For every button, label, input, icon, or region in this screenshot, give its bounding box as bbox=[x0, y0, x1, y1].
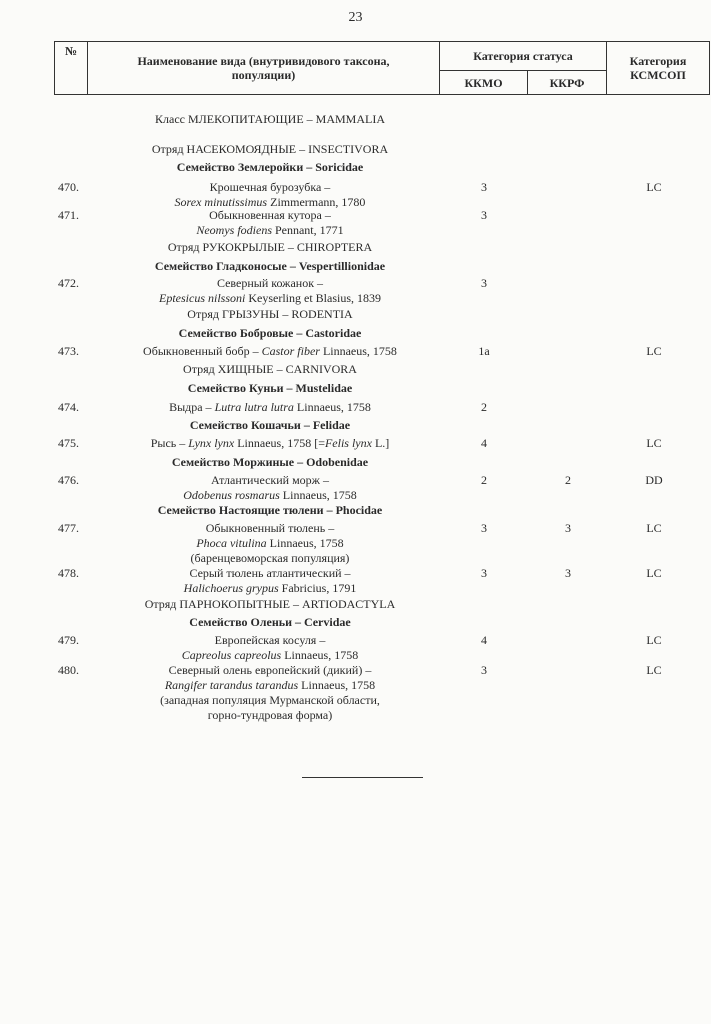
header-number: № bbox=[54, 41, 88, 95]
name-text: Linnaeus, 1758 [= bbox=[234, 436, 325, 450]
family-heading-text: Семейство Бобровые – Castoridae bbox=[178, 326, 362, 340]
species-name-line bbox=[105, 663, 435, 678]
name-text: Серый тюлень атлантический – bbox=[189, 566, 351, 580]
family-heading-text: Семейство Оленьи – Cervidae bbox=[189, 615, 351, 629]
species-name-line bbox=[105, 180, 435, 195]
kkrf-category: 3 bbox=[565, 521, 571, 535]
name-text: Linnaeus, 1758 bbox=[279, 488, 357, 502]
latin-name: Eptesicus nilssoni bbox=[159, 291, 246, 305]
species-number: 479. bbox=[58, 633, 79, 647]
kkmo-category: 3 bbox=[481, 521, 487, 535]
species-name-line bbox=[105, 276, 435, 291]
latin-name: Odobenus rosmarus bbox=[183, 488, 280, 502]
latin-name: Rangifer tarandus tarandus bbox=[164, 678, 299, 692]
species-number: 473. bbox=[58, 344, 79, 358]
species-number: 477. bbox=[58, 521, 79, 535]
species-name bbox=[105, 208, 435, 238]
species-number: 471. bbox=[58, 208, 79, 222]
latin-name: Castor fiber bbox=[261, 344, 320, 358]
latin-name: Sorex minutissimus bbox=[174, 195, 268, 209]
species-name-line bbox=[105, 551, 435, 566]
header-species-name: Наименование вида (внутривидового таксона, популяции) bbox=[87, 41, 440, 95]
name-text: Fabricius, 1791 bbox=[278, 581, 357, 595]
footer-rule bbox=[302, 777, 423, 778]
name-text: Linnaeus, 1758 bbox=[319, 344, 397, 358]
species-name-line bbox=[105, 708, 435, 723]
name-text: Pennant, 1771 bbox=[271, 223, 344, 237]
species-name-line bbox=[105, 581, 435, 596]
species-name-line bbox=[105, 566, 435, 581]
species-name-line bbox=[105, 678, 435, 693]
kkmo-category: 2 bbox=[481, 473, 487, 487]
name-text: Linnaeus, 1758 bbox=[293, 400, 371, 414]
species-name bbox=[105, 566, 435, 596]
ksmsop-category: LC bbox=[646, 566, 662, 580]
header-kkrf: ККРФ bbox=[527, 70, 607, 95]
taxon-heading-text: Отряд РУКОКРЫЛЫЕ – CHIROPTERA bbox=[167, 240, 373, 254]
kkrf-category: 2 bbox=[565, 473, 571, 487]
taxon-heading-text: Класс МЛЕКОПИТАЮЩИЕ – MAMMALIA bbox=[155, 112, 385, 126]
species-name bbox=[105, 276, 435, 306]
name-text: Европейская косуля – bbox=[214, 633, 326, 647]
ksmsop-category: LC bbox=[646, 663, 662, 677]
species-name-line bbox=[105, 436, 435, 451]
species-number: 476. bbox=[58, 473, 79, 487]
name-text: Linnaeus, 1758 bbox=[266, 536, 344, 550]
name-text: Крошечная бурозубка – bbox=[209, 180, 331, 194]
name-text: (баренцевоморская популяция) bbox=[190, 551, 350, 565]
family-heading-text: Семейство Гладконосые – Vespertillionidae bbox=[154, 259, 386, 273]
latin-name: Felis lynx bbox=[324, 436, 372, 450]
name-text: Рысь – bbox=[150, 436, 189, 450]
ksmsop-category: DD bbox=[645, 473, 663, 487]
name-text: Обыкновенная кутора – bbox=[209, 208, 331, 222]
header-ksmsop: Категория КСМСОП bbox=[606, 41, 710, 95]
species-name-line bbox=[105, 223, 435, 238]
species-number: 472. bbox=[58, 276, 79, 290]
species-name-line bbox=[105, 648, 435, 663]
species-name-line bbox=[105, 291, 435, 306]
species-name bbox=[105, 400, 435, 415]
kkmo-category: 3 bbox=[481, 208, 487, 222]
family-heading-text: Семейство Куньи – Mustelidae bbox=[187, 381, 353, 395]
species-name-line bbox=[105, 488, 435, 503]
species-name-line bbox=[105, 521, 435, 536]
kkmo-category: 3 bbox=[481, 180, 487, 194]
name-text: горно-тундровая форма) bbox=[207, 708, 333, 722]
page-number: 23 bbox=[348, 10, 363, 25]
kkmo-category: 1а bbox=[478, 344, 490, 358]
species-name bbox=[105, 180, 435, 210]
species-name bbox=[105, 663, 435, 723]
table-header bbox=[54, 41, 710, 95]
species-name-line bbox=[105, 344, 435, 359]
kkmo-category: 3 bbox=[481, 566, 487, 580]
taxon-heading-text: Отряд ХИЩНЫЕ – CARNIVORA bbox=[183, 362, 357, 376]
latin-name: Neomys fodiens bbox=[196, 223, 272, 237]
ksmsop-category: LC bbox=[646, 521, 662, 535]
name-text: L.] bbox=[371, 436, 390, 450]
species-name-line bbox=[105, 400, 435, 415]
latin-name: Lynx lynx bbox=[188, 436, 235, 450]
taxon-heading-text: Отряд НАСЕКОМОЯДНЫЕ – INSECTIVORA bbox=[151, 142, 389, 156]
species-name bbox=[105, 633, 435, 663]
species-name bbox=[105, 436, 435, 451]
latin-name: Phoca vitulina bbox=[196, 536, 267, 550]
header-status-group: Категория статуса bbox=[439, 41, 607, 71]
kkmo-category: 4 bbox=[481, 633, 487, 647]
family-heading-text: Семейство Моржиные – Odobenidae bbox=[171, 455, 369, 469]
name-text: Атлантический морж – bbox=[211, 473, 329, 487]
family-heading-text: Семейство Настоящие тюлени – Phocidae bbox=[157, 503, 383, 517]
species-name-line bbox=[105, 693, 435, 708]
name-text: Keyserling et Blasius, 1839 bbox=[245, 291, 381, 305]
species-number: 475. bbox=[58, 436, 79, 450]
kkmo-category: 3 bbox=[481, 276, 487, 290]
name-text: Linnaeus, 1758 bbox=[298, 678, 376, 692]
species-name-line bbox=[105, 633, 435, 648]
name-text: (западная популяция Мурманской области, bbox=[160, 693, 380, 707]
family-heading-text: Семейство Кошачьи – Felidae bbox=[189, 418, 351, 432]
species-number: 474. bbox=[58, 400, 79, 414]
name-text: Обыкновенный бобр – bbox=[143, 344, 262, 358]
name-text: Linnaeus, 1758 bbox=[281, 648, 359, 662]
species-number: 480. bbox=[58, 663, 79, 677]
species-name bbox=[105, 521, 435, 566]
header-kkmo: ККМО bbox=[439, 70, 528, 95]
kkmo-category: 4 bbox=[481, 436, 487, 450]
family-heading-text: Семейство Землеройки – Soricidae bbox=[176, 160, 364, 174]
species-name bbox=[105, 344, 435, 359]
ksmsop-category: LC bbox=[646, 436, 662, 450]
kkmo-category: 3 bbox=[481, 663, 487, 677]
name-text: Северный олень европейский (дикий) – bbox=[168, 663, 372, 677]
name-text: Zimmermann, 1780 bbox=[267, 195, 366, 209]
ksmsop-category: LC bbox=[646, 344, 662, 358]
taxon-heading-text: Отряд ПАРНОКОПЫТНЫЕ – ARTIODACTYLA bbox=[144, 597, 396, 611]
ksmsop-category: LC bbox=[646, 180, 662, 194]
ksmsop-category: LC bbox=[646, 633, 662, 647]
name-text: Северный кожанок – bbox=[216, 276, 324, 290]
species-number: 470. bbox=[58, 180, 79, 194]
species-name-line bbox=[105, 536, 435, 551]
latin-name: Capreolus capreolus bbox=[181, 648, 282, 662]
taxon-heading-text: Отряд ГРЫЗУНЫ – RODENTIA bbox=[187, 307, 353, 321]
kkmo-category: 2 bbox=[481, 400, 487, 414]
latin-name: Lutra lutra lutra bbox=[214, 400, 294, 414]
name-text: Обыкновенный тюлень – bbox=[205, 521, 335, 535]
name-text: Выдра – bbox=[169, 400, 215, 414]
species-name-line bbox=[105, 473, 435, 488]
species-name bbox=[105, 473, 435, 503]
latin-name: Halichoerus grypus bbox=[183, 581, 279, 595]
species-number: 478. bbox=[58, 566, 79, 580]
kkrf-category: 3 bbox=[565, 566, 571, 580]
species-name-line bbox=[105, 208, 435, 223]
